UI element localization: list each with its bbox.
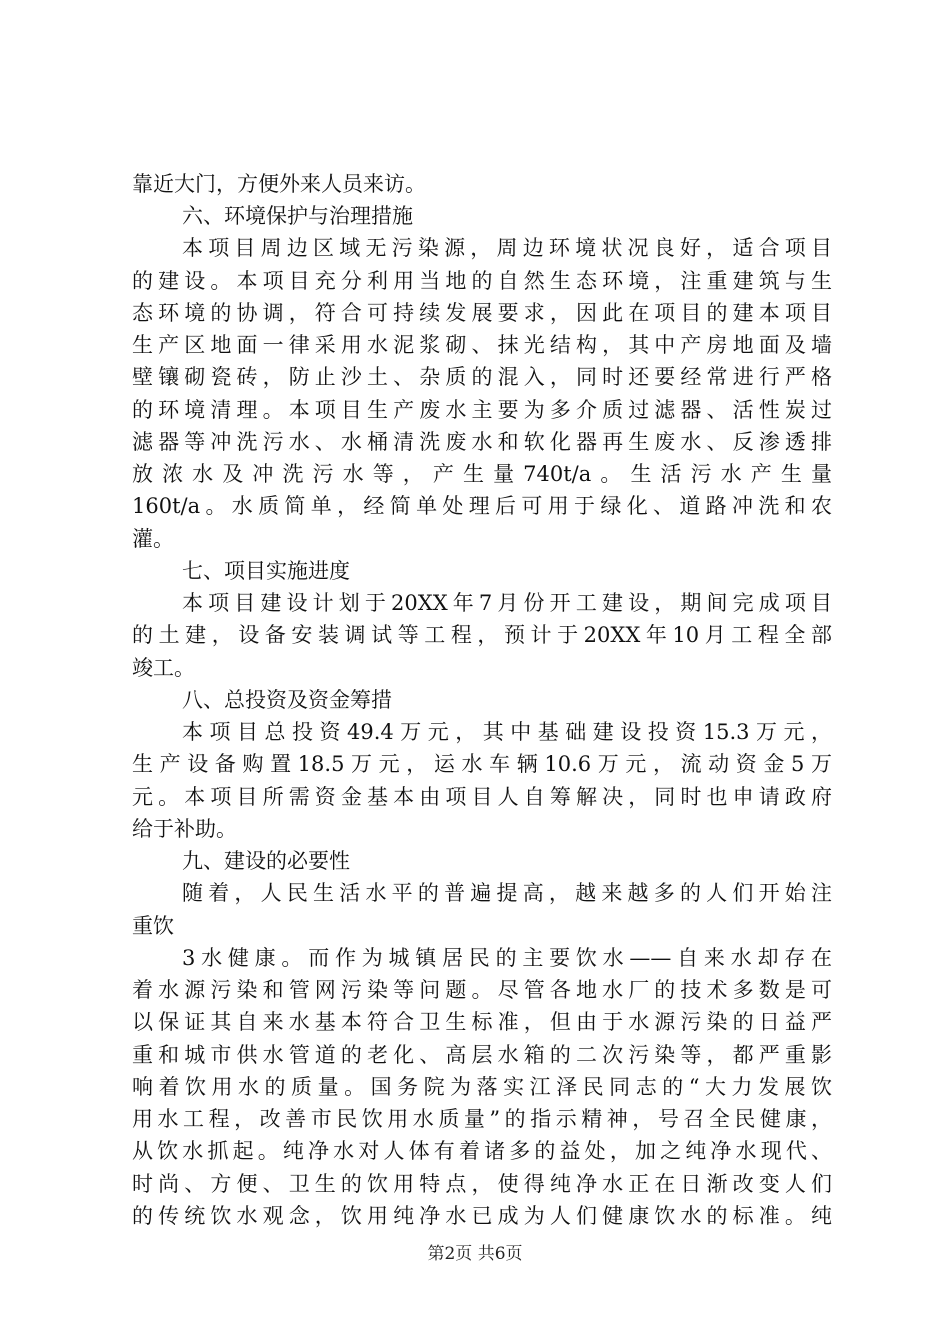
- text-line: 用水工程，改善市民饮用水质量”的指示精神，号召全民健康，: [132, 1107, 832, 1132]
- text-line: 160t/a。水质简单，经简单处理后可用于绿化、道路冲洗和农: [132, 494, 832, 519]
- text-line: 灌。: [132, 526, 174, 551]
- text-line: 生产设备购置18.5万元，运水车辆10.6万元，流动资金5万: [132, 752, 832, 777]
- text-line: 靠近大门，方便外来人员来访。: [132, 172, 426, 196]
- text-line: 态环境的协调，符合可持续发展要求，因此在项目的建本项目: [132, 300, 832, 325]
- text-line: 从饮水抓起。纯净水对人体有着诸多的益处，加之纯净水现代、: [132, 1139, 832, 1164]
- text-line: 重和城市供水管道的老化、高层水箱的二次污染等，都严重影: [132, 1042, 832, 1067]
- text-line: 3水健康。而作为城镇居民的主要饮水——自来水却存在: [182, 945, 832, 970]
- text-line: 壁镶砌瓷砖，防止沙土、杂质的混入，同时还要经常进行严格: [132, 365, 832, 390]
- text-line: 着水源污染和管网污染等问题。尽管各地水厂的技术多数是可: [132, 978, 832, 1003]
- text-line: 给于补助。: [132, 816, 237, 841]
- text-line: 的土建，设备安装调试等工程，预计于20XX年10月工程全部: [132, 623, 832, 648]
- page-footer: 第2页 共6页: [427, 1244, 523, 1264]
- text-line: 本项目建设计划于20XX年7月份开工建设，期间完成项目: [182, 591, 832, 616]
- text-line: 随着，人民生活水平的普遍提高，越来越多的人们开始注: [182, 881, 832, 906]
- text-line: 的传统饮水观念，饮用纯净水已成为人们健康饮水的标准。纯: [132, 1203, 832, 1228]
- text-line: 的建设。本项目充分利用当地的自然生态环境，注重建筑与生: [132, 268, 832, 293]
- text-line: 本项目周边区域无污染源，周边环境状况良好，适合项目: [182, 236, 832, 261]
- text-line: 元。本项目所需资金基本由项目人自筹解决，同时也申请政府: [132, 784, 832, 809]
- text-line: 重饮: [132, 913, 174, 938]
- section-heading: 八、总投资及资金筹措: [182, 687, 392, 712]
- text-line: 的环境清理。本项目生产废水主要为多介质过滤器、活性炭过: [132, 397, 832, 422]
- text-line: 以保证其自来水基本符合卫生标准，但由于水源污染的日益严: [132, 1010, 832, 1035]
- section-heading: 六、环境保护与治理措施: [182, 204, 413, 229]
- text-line: 本项目总投资49.4万元，其中基础建设投资15.3万元，: [182, 720, 832, 745]
- text-line: 生产区地面一律采用水泥浆砌、抹光结构，其中产房地面及墙: [132, 333, 832, 358]
- text-line: 放浓水及冲洗污水等，产生量740t/a。生活污水产生量: [132, 462, 832, 487]
- text-line: 滤器等冲洗污水、水桶清洗废水和软化器再生废水、反渗透排: [132, 429, 832, 454]
- text-line: 响着饮用水的质量。国务院为落实江泽民同志的“大力发展饮: [132, 1074, 832, 1099]
- text-line: 竣工。: [132, 655, 195, 680]
- section-heading: 七、项目实施进度: [182, 558, 350, 583]
- text-line: 时尚、方便、卫生的饮用特点，使得纯净水正在日渐改变人们: [132, 1171, 832, 1196]
- section-heading: 九、建设的必要性: [182, 849, 350, 874]
